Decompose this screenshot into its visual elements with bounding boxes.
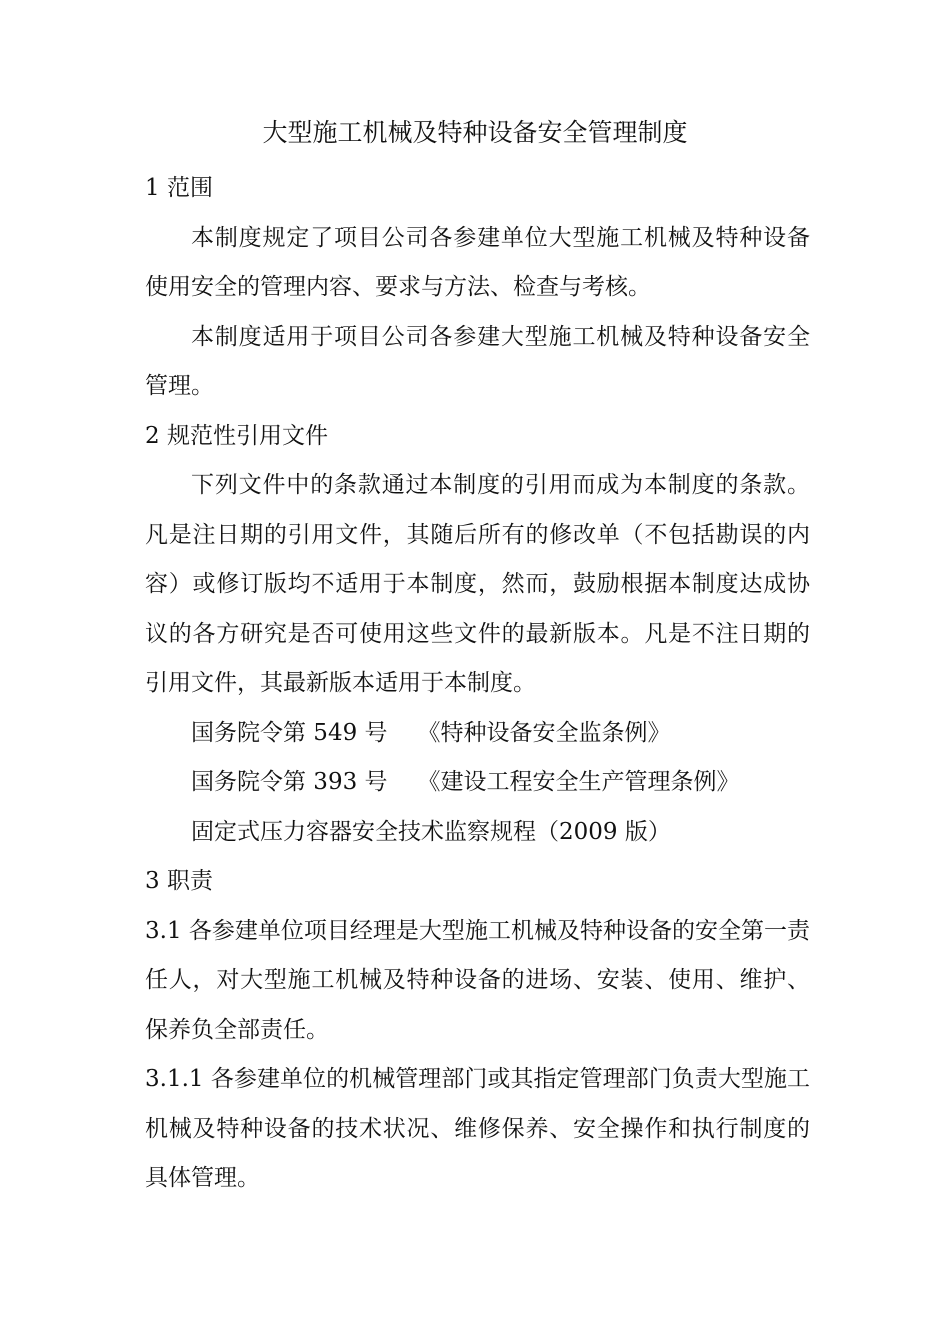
reference-1	[145, 709, 810, 759]
document-title: 大型施工机械及特种设备安全管理制度	[262, 118, 688, 147]
section-2-paragraph-1: 下列文件中的条款通过本制度的引用而成为本制度的条款。凡是注日期的引用文件，其随后所有的修改单（不包括勘误的内容）或修订版均不适用于本制度，然而，鼓励根据本制度达成协议的各方研究是否可使用这些文件的最新版本。凡是不注日期的引用文件，其最新版本适用于本制度。	[145, 472, 810, 696]
reference-1-title: 《特种设备安全监条例》	[417, 719, 671, 746]
section-2-heading: 2 规范性引用文件	[145, 422, 328, 449]
section-1-paragraph-1: 本制度规定了项目公司各参建单位大型施工机械及特种设备使用安全的管理内容、要求与方法、检查与考核。	[145, 224, 810, 300]
document-body	[145, 164, 810, 1204]
reference-3: 固定式压力容器安全技术监察规程（2009 版）	[191, 818, 671, 845]
clause-3-1-1: 3.1.1 各参建单位的机械管理部门或其指定管理部门负责大型施工机械及特种设备的技术状况、维修保养、安全操作和执行制度的具体管理。	[145, 1066, 810, 1191]
clause-3-1: 3.1 各参建单位项目经理是大型施工机械及特种设备的安全第一责任人，对大型施工机械及特种设备的进场、安装、使用、维护、保养负全部责任。	[145, 917, 810, 1043]
reference-2	[145, 758, 810, 808]
reference-2-number: 国务院令第 393 号	[191, 769, 388, 795]
section-1-heading: 1 范围	[145, 175, 213, 201]
reference-2-title: 《建设工程安全生产管理条例》	[417, 769, 740, 795]
section-1-paragraph-2: 本制度适用于项目公司各参建大型施工机械及特种设备安全管理。	[145, 323, 810, 399]
reference-1-number: 国务院令第 549 号	[191, 719, 388, 746]
section-3-heading: 3 职责	[145, 868, 213, 894]
